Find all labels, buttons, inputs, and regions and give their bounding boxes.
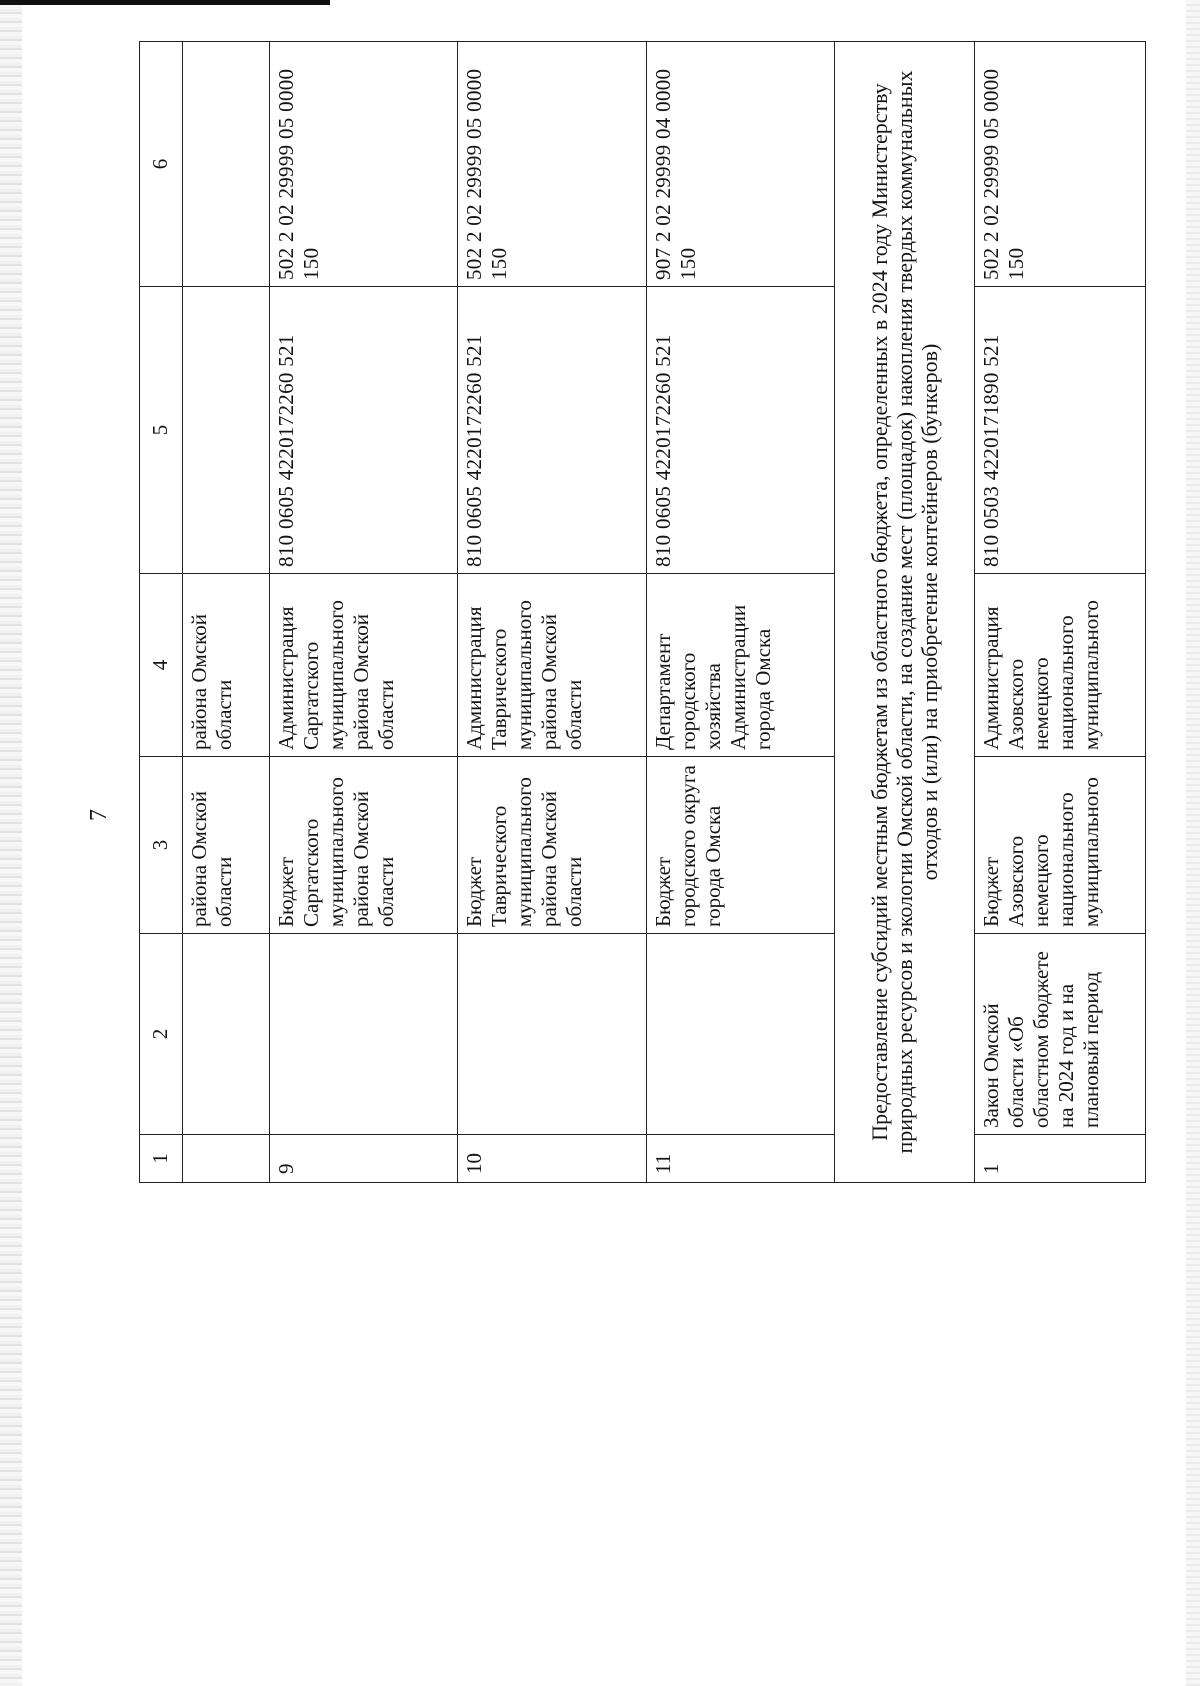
subsidies-table xyxy=(139,42,1146,1183)
cell-income-code xyxy=(182,42,269,287)
header-col-6: 6 xyxy=(140,42,183,287)
cell-income-code: 502 2 02 29999 05 0000 150 xyxy=(270,42,458,287)
cell-budget: Бюджет Азовского немецкого национального муниципального xyxy=(975,757,1146,934)
cell-budget: района Омской области xyxy=(182,757,269,934)
cell-number: 1 xyxy=(975,1135,1146,1183)
section-row xyxy=(835,42,975,1183)
header-col-5: 5 xyxy=(140,287,183,574)
cell-number xyxy=(182,1135,269,1183)
table-row xyxy=(646,42,834,1183)
header-col-1: 1 xyxy=(140,1135,183,1183)
section-title: Предоставление субсидий местным бюджетам из областного бюджета, определенных в 2024 году Министерству природных ресурсов и экологии Омской области, на создание мест (площадок) накопления твердых коммунальных отходов и (или) на приобретение контейнеров (бункеров) xyxy=(835,42,975,1183)
cell-basis xyxy=(270,934,458,1135)
cell-expense-code: 810 0503 4220171890 521 xyxy=(975,287,1146,574)
table-row xyxy=(270,42,458,1183)
table-row xyxy=(975,42,1146,1183)
header-col-4: 4 xyxy=(140,574,183,757)
cell-basis xyxy=(182,934,269,1135)
page-number: 7 xyxy=(86,809,112,821)
cell-basis xyxy=(646,934,834,1135)
cell-number: 10 xyxy=(458,1135,646,1183)
cell-budget: Бюджет Таврического муниципального района Омской области xyxy=(458,757,646,934)
header-col-2: 2 xyxy=(140,934,183,1135)
rotated-table-wrapper xyxy=(139,42,1146,1183)
scan-top-bar xyxy=(0,0,330,5)
cell-expense-code: 810 0605 4220172260 521 xyxy=(458,287,646,574)
cell-expense-code: 810 0605 4220172260 521 xyxy=(270,287,458,574)
cell-income-code: 907 2 02 29999 04 0000 150 xyxy=(646,42,834,287)
cell-basis xyxy=(458,934,646,1135)
cell-administrator: района Омской области xyxy=(182,574,269,757)
cell-administrator: Департамент городского хозяйства Администрации города Омска xyxy=(646,574,834,757)
scan-edge-right xyxy=(1186,0,1200,1686)
cell-budget: Бюджет Саргатского муниципального района Омской области xyxy=(270,757,458,934)
scan-edge-left xyxy=(0,0,22,1686)
cell-administrator: Администрация Таврического муниципального района Омской области xyxy=(458,574,646,757)
cell-administrator: Администрация Азовского немецкого национального муниципального xyxy=(975,574,1146,757)
cell-income-code: 502 2 02 29999 05 0000 150 xyxy=(458,42,646,287)
header-col-3: 3 xyxy=(140,757,183,934)
cell-income-code: 502 2 02 29999 05 0000 150 xyxy=(975,42,1146,287)
cell-budget: Бюджет городского округа города Омска xyxy=(646,757,834,934)
table-header-row xyxy=(140,42,183,1183)
cell-basis: Закон Омской области «Об областном бюджете на 2024 год и на плановый период xyxy=(975,934,1146,1135)
table-row xyxy=(458,42,646,1183)
cell-expense-code xyxy=(182,287,269,574)
cell-number: 11 xyxy=(646,1135,834,1183)
cell-administrator: Администрация Саргатского муниципального района Омской области xyxy=(270,574,458,757)
cell-number: 9 xyxy=(270,1135,458,1183)
cell-expense-code: 810 0605 4220172260 521 xyxy=(646,287,834,574)
table-row xyxy=(182,42,269,1183)
